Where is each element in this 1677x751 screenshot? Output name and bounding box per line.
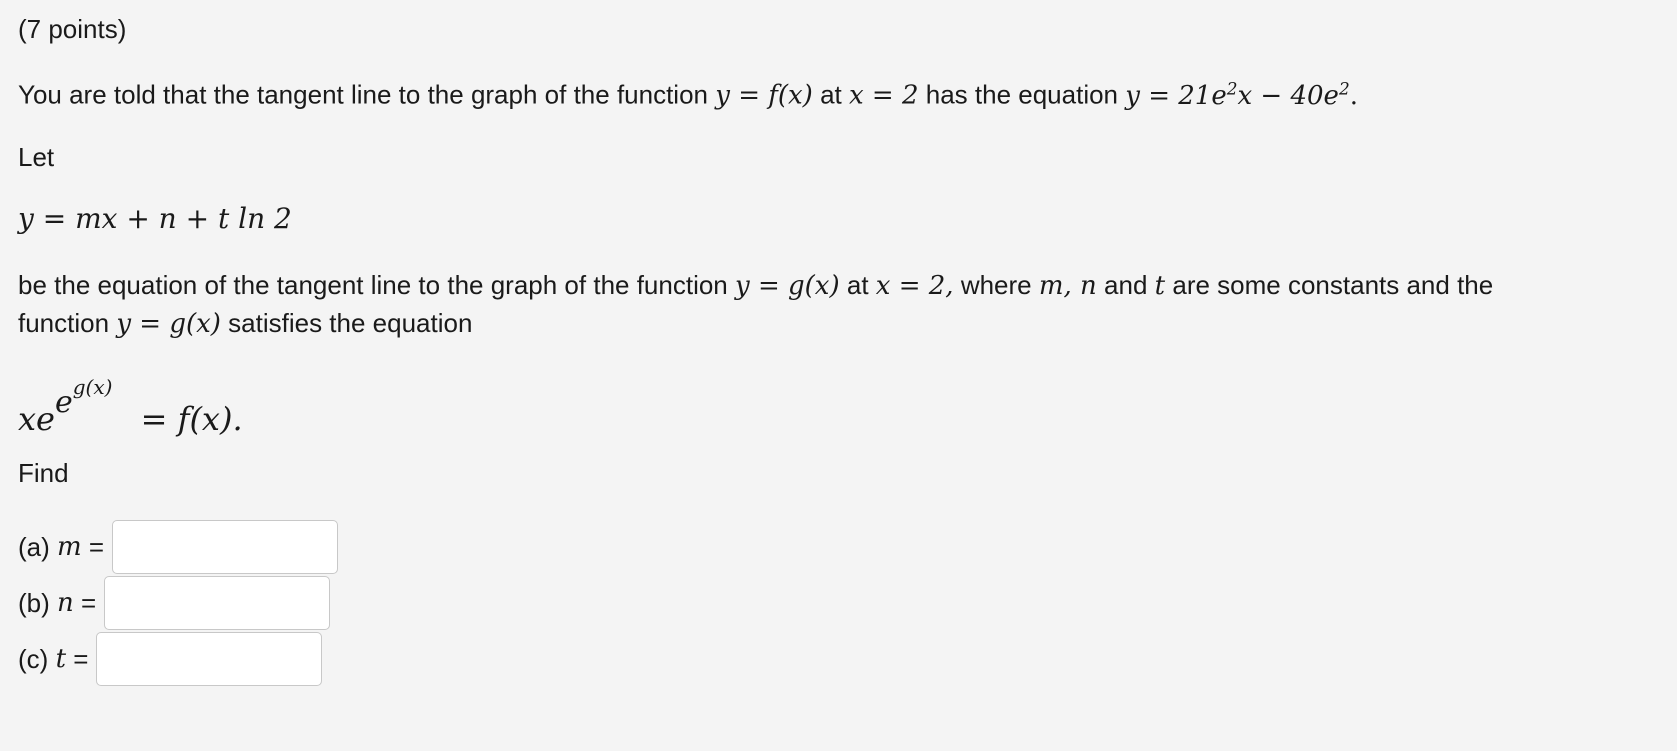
intro-text-1: You are told that the tangent line to the graph of the function [18, 79, 709, 110]
n-answer-input[interactable] [104, 576, 330, 630]
intro-paragraph [18, 78, 1358, 111]
desc-text-3: where [960, 270, 1032, 300]
answer-a-var: m [57, 532, 82, 562]
answer-b-var: n [57, 588, 74, 618]
find-label: Find [18, 458, 69, 488]
desc-text-2: at [846, 270, 869, 300]
t-answer-input[interactable] [96, 632, 322, 686]
relation-rhs: = f(x). [140, 400, 243, 438]
answer-row-m [18, 520, 338, 574]
tangent-period: . [1349, 80, 1358, 111]
answer-c-eq: = [73, 643, 89, 674]
intro-text-3: has the equation [925, 79, 1119, 110]
relation-equation [18, 375, 243, 438]
intro-math-fx: y = f(x) [715, 80, 813, 111]
intro-math-x2: x = 2 [848, 80, 919, 111]
relation-exp-gx: g(x) [72, 375, 113, 399]
desc-math-x2: x = 2, [875, 271, 954, 301]
answer-b-eq: = [81, 587, 97, 618]
desc-math-mn: m, n [1038, 271, 1097, 301]
answer-a-prefix: (a) [18, 531, 50, 562]
answer-b-prefix: (b) [18, 587, 50, 618]
points-label: (7 points) [18, 14, 127, 44]
answer-row-n [18, 576, 330, 630]
desc-text-1: be the equation of the tangent line to the graph of the function [18, 270, 728, 300]
description-line-2 [18, 308, 472, 339]
relation-lhs [18, 375, 113, 438]
answer-c-prefix: (c) [18, 643, 49, 674]
let-label: Let [18, 142, 55, 172]
tangent-exp-2: 2 [1338, 78, 1350, 98]
desc-text-4: and [1104, 270, 1148, 300]
answer-c-var: t [55, 644, 67, 674]
relation-exp-e: e [54, 385, 73, 420]
desc-math-gx: y = g(x) [735, 271, 840, 301]
desc-text-7: satisfies the equation [228, 308, 473, 338]
tangent-part-c: x − 40e [1237, 80, 1339, 111]
intro-text-2: at [820, 79, 842, 110]
description-line-1 [18, 270, 1493, 301]
desc-text-5: are some constants and the [1172, 270, 1494, 300]
intro-math-tangent [1125, 78, 1358, 111]
desc-math-t: t [1154, 271, 1166, 301]
tangent-part-a: y = 21e [1125, 80, 1227, 111]
desc-text-6: function [18, 308, 110, 338]
tangent-exp-1: 2 [1226, 78, 1238, 98]
tangent-line-equation: y = mx + n + t ln 2 [18, 202, 292, 235]
m-answer-input[interactable] [112, 520, 338, 574]
answer-a-eq: = [88, 531, 105, 562]
desc-math-gx-2: y = g(x) [116, 309, 221, 339]
relation-base: xe [18, 400, 55, 438]
answer-row-t [18, 632, 322, 686]
